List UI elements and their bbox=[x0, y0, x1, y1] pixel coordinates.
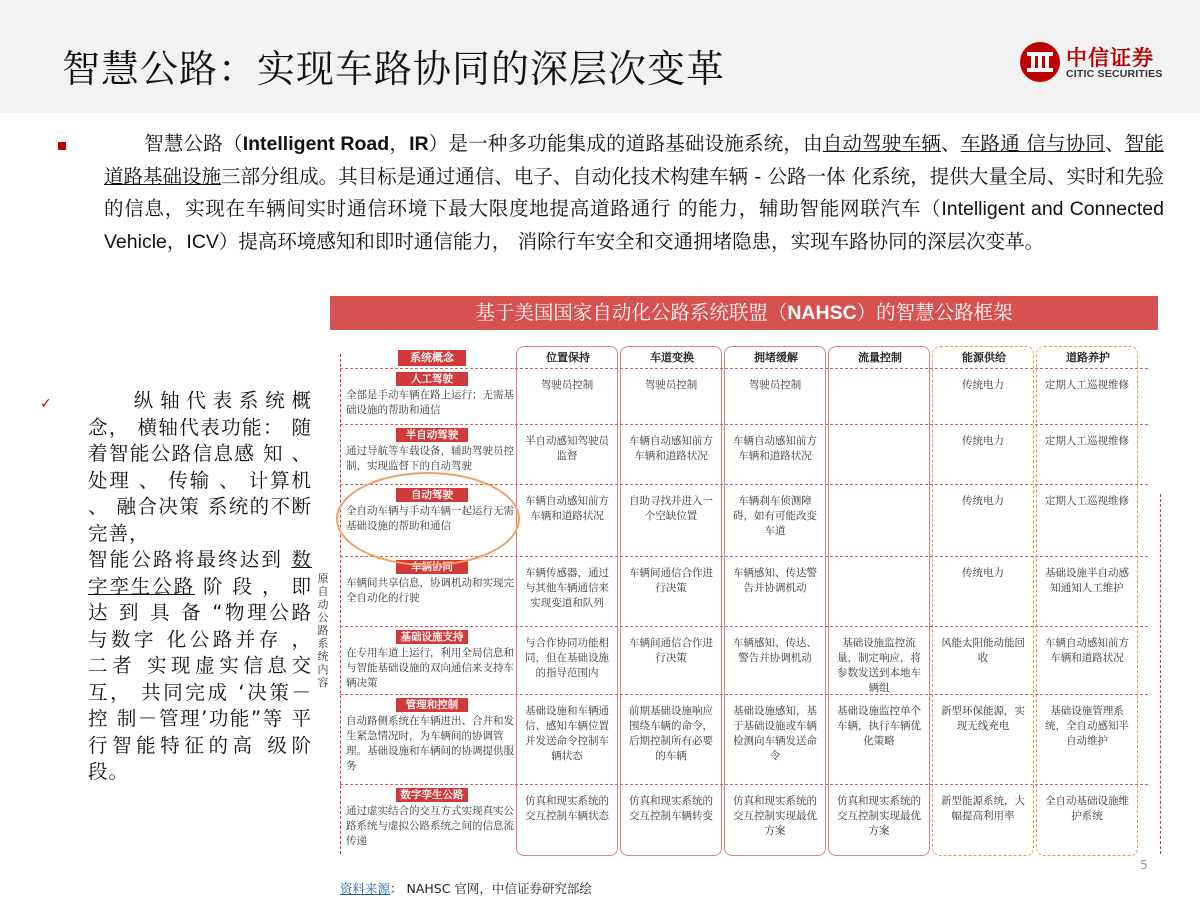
intro-underlined-term: 智能道路基础设施 bbox=[104, 132, 1164, 188]
row-label: 人工驾驶 bbox=[396, 372, 468, 386]
table-cell: 基础设施半自动感知通知人工维护 bbox=[1045, 567, 1129, 594]
side-text: 智能公路将最终达到 bbox=[88, 548, 292, 571]
row-separator bbox=[340, 368, 1148, 369]
row-separator bbox=[340, 784, 1148, 785]
intro-underlined-term: 自动驾驶车辆 bbox=[822, 132, 942, 155]
source-label: 资料来源 bbox=[340, 881, 391, 896]
table-cell: 定期人工巡视维修 bbox=[1045, 495, 1129, 507]
row-separator bbox=[340, 694, 1148, 695]
column-box bbox=[620, 346, 722, 856]
table-cell: 基础设施和车辆通信、感知车辆位置并发送命令控制车辆状态 bbox=[525, 705, 609, 762]
row-description: 全自动车辆与手动车辆一起运行无需基础设施的帮助和通信 bbox=[346, 505, 514, 532]
column-box bbox=[932, 346, 1034, 856]
row-label: 半自动驾驶 bbox=[396, 428, 468, 442]
table-cell: 风能太阳能动能回收 bbox=[941, 637, 1025, 664]
intro-english-term: ICV bbox=[186, 230, 219, 253]
row-label: 车辆协同 bbox=[396, 560, 468, 574]
side-underlined-term: 数字孪生公路 bbox=[88, 548, 312, 598]
table-cell: 新型能源系统，大幅提高利用率 bbox=[941, 795, 1025, 822]
table-cell: 基础设施管理系统，全自动感知半自动维护 bbox=[1045, 705, 1129, 747]
logo-text-cn: 中信证券 bbox=[1066, 46, 1154, 70]
figure-title bbox=[330, 296, 1158, 330]
table-cell: 车辆自动感知前方车辆和道路状况 bbox=[629, 435, 713, 462]
table-cell: 车辆间通信合作进行决策 bbox=[629, 637, 713, 664]
table-cell: 车辆感知、传达、警告并协调机动 bbox=[733, 637, 817, 664]
intro-text: ）是一种多功能集成的道路基础设施系统，由 bbox=[428, 132, 823, 155]
right-axis-line bbox=[1160, 494, 1161, 854]
table-cell: 仿真和现实系统的交互控制车辆状态 bbox=[525, 795, 609, 822]
table-cell: 车辆自动感知前方车辆和道路状况 bbox=[1045, 637, 1129, 664]
row-label: 基础设施支持 bbox=[396, 630, 468, 644]
source-note bbox=[340, 879, 592, 897]
row-label: 数字孪生公路 bbox=[396, 788, 468, 802]
table-cell: 车辆传感器，通过与其他车辆通信来实现变道和队列 bbox=[525, 567, 609, 609]
table-cell: 仿真和现实系统的交互控制车辆转变 bbox=[629, 795, 713, 822]
citic-logo-icon bbox=[1018, 40, 1062, 84]
side-note bbox=[88, 388, 312, 786]
checkmark-icon: ✓ bbox=[40, 396, 52, 412]
intro-underlined-term: 车路通 信与协同 bbox=[960, 132, 1106, 155]
table-cell: 车辆自动感知前方车辆和道路状况 bbox=[733, 435, 817, 462]
row-description: 车辆间共享信息，协调机动和实现完全自动化的行驶 bbox=[346, 577, 514, 604]
row-description: 在专用车道上运行，利用全局信息和与智能基础设施的双向通信来支持车辆决策 bbox=[346, 647, 514, 689]
table-cell: 传统电力 bbox=[962, 435, 1004, 447]
table-cell: 全自动基础设施维护系统 bbox=[1045, 795, 1129, 822]
row-label: 自动驾驶 bbox=[396, 488, 468, 502]
intro-text: 、 bbox=[1105, 132, 1125, 155]
row-separator bbox=[340, 626, 1148, 627]
row-description: 全部是手动车辆在路上运行；无需基础设施的帮助和通信 bbox=[346, 389, 514, 416]
highlight-oval bbox=[336, 472, 520, 566]
figure-title-acronym: NAHSC bbox=[787, 302, 857, 324]
intro-text: 智慧公路（ bbox=[144, 132, 243, 155]
row-description: 通过虚实结合的交互方式实现真实公路系统与虚拟公路系统之间的信息流传递 bbox=[346, 805, 514, 847]
intro-text: ， bbox=[389, 132, 410, 155]
table-cell: 驾驶员控制 bbox=[644, 379, 698, 391]
column-header: 能源供给 bbox=[962, 351, 1006, 364]
intro-term: Intelligent Road bbox=[242, 133, 390, 155]
intro-text: 、 bbox=[941, 132, 961, 155]
intro-text: ）提高环境感知和即时通信能力， 消除行车安全和交通拥堵隐患，实现车路协同的深层次变革。 bbox=[218, 229, 1045, 253]
table-cell: 基础设施感知，基于基础设施或车辆检测向车辆发送命令 bbox=[733, 705, 817, 762]
table-cell: 前期基础设施响应围绕车辆的命令，后期控制所有必要的车辆 bbox=[629, 705, 713, 762]
table-cell: 车辆感知、传达警告并协调机动 bbox=[733, 567, 817, 594]
table-cell: 与合作协同功能相同，但在基础设施的指导范围内 bbox=[525, 637, 609, 679]
intro-paragraph bbox=[104, 128, 1164, 258]
table-cell: 驾驶员控制 bbox=[748, 379, 802, 391]
header-concept: 系统概念 bbox=[398, 350, 466, 366]
source-text: ： NAHSC 官网，中信证券研究部绘 bbox=[390, 881, 592, 896]
row-description: 自动路侧系统在车辆进出、合并和发生紧急情况时，为车辆间的协调管理。基础设施和车辆间的协调提供服务 bbox=[346, 715, 514, 772]
row-separator bbox=[340, 424, 1148, 425]
table-cell: 传统电力 bbox=[962, 379, 1004, 391]
intro-english-term: Intelligent and Connected Vehicle bbox=[104, 198, 1164, 253]
row-description: 通过导航等车载设备，辅助驾驶员控制，实现监督下的自动驾驶 bbox=[346, 445, 514, 472]
table-cell: 车辆间通信合作进行决策 bbox=[629, 567, 713, 594]
square-bullet-icon bbox=[58, 142, 66, 150]
logo-text-en: CITIC SECURITIES bbox=[1066, 68, 1163, 80]
column-box bbox=[724, 346, 826, 856]
left-axis-line bbox=[340, 354, 341, 854]
table-cell: 基础设施监控流量，制定响应，将参数发送到本地车辆组 bbox=[837, 637, 921, 694]
table-cell: 基础设施监控单个车辆，执行车辆优化策略 bbox=[837, 705, 921, 747]
figure-title-text: ）的智慧公路框架 bbox=[856, 301, 1013, 324]
column-header: 道路养护 bbox=[1066, 351, 1110, 364]
table-cell: 仿真和现实系统的交互控制实现最优方案 bbox=[733, 795, 817, 837]
table-cell: 驾驶员控制 bbox=[540, 379, 594, 391]
table-cell: 传统电力 bbox=[962, 567, 1004, 579]
side-text: 阶 段 ， 即 达 到 具 备 “物理公路与数字 化公路并存 ， 二者 实现虚实信息交互， 共同完成 ‘决策－控 制－管理’功能”等 平行智能特征的高 级阶段。 bbox=[88, 574, 312, 783]
column-header: 流量控制 bbox=[858, 351, 902, 364]
intro-text: 三部分组成。其目标是通过通信、电子、自动化技术构建车辆 - 公路一体 化系统，提供大量全局、实时和先验的信息，实现在车辆间实时通信环境下最大限度地提高道路通行 的能力，辅助智能网联汽车（ bbox=[104, 164, 1164, 220]
figure-vertical-label: 原自动公路系统内容 bbox=[317, 572, 329, 689]
table-cell: 定期人工巡视维修 bbox=[1045, 379, 1129, 391]
column-header: 车道变换 bbox=[650, 351, 694, 364]
column-header: 位置保持 bbox=[546, 351, 590, 364]
table-cell: 车辆自动感知前方车辆和道路状况 bbox=[525, 495, 609, 522]
table-cell: 仿真和现实系统的交互控制实现最优方案 bbox=[837, 795, 921, 837]
column-box bbox=[828, 346, 930, 856]
table-cell: 半自动感知驾驶员监督 bbox=[525, 435, 609, 462]
citic-logo bbox=[1018, 40, 1188, 90]
figure-title-text: 基于美国国家自动化公路系统联盟（ bbox=[475, 301, 788, 324]
column-header: 拥堵缓解 bbox=[754, 351, 798, 364]
table-cell: 传统电力 bbox=[962, 495, 1004, 507]
table-cell: 自助寻找并进入一个空缺位置 bbox=[629, 495, 713, 522]
side-text: 纵轴代表系统概念， 横轴代表功能： 随 着智能公路信息感 知 、处理 、 传输 、 计算机 、 融合决策 系统的不断完善， bbox=[88, 389, 312, 545]
row-label: 管理和控制 bbox=[396, 698, 468, 712]
page-number: 5 bbox=[1140, 858, 1148, 872]
intro-text: ， bbox=[166, 229, 187, 253]
table-cell: 定期人工巡视维修 bbox=[1045, 435, 1129, 447]
intro-term: IR bbox=[409, 133, 429, 155]
table-cell: 车辆刹车侦测障碍，如有可能改变车道 bbox=[733, 495, 817, 537]
column-box bbox=[1036, 346, 1138, 856]
table-cell: 新型环保能源，实现无线充电 bbox=[941, 705, 1025, 732]
page-title: 智慧公路：实现车路协同的深层次变革 bbox=[62, 47, 726, 91]
